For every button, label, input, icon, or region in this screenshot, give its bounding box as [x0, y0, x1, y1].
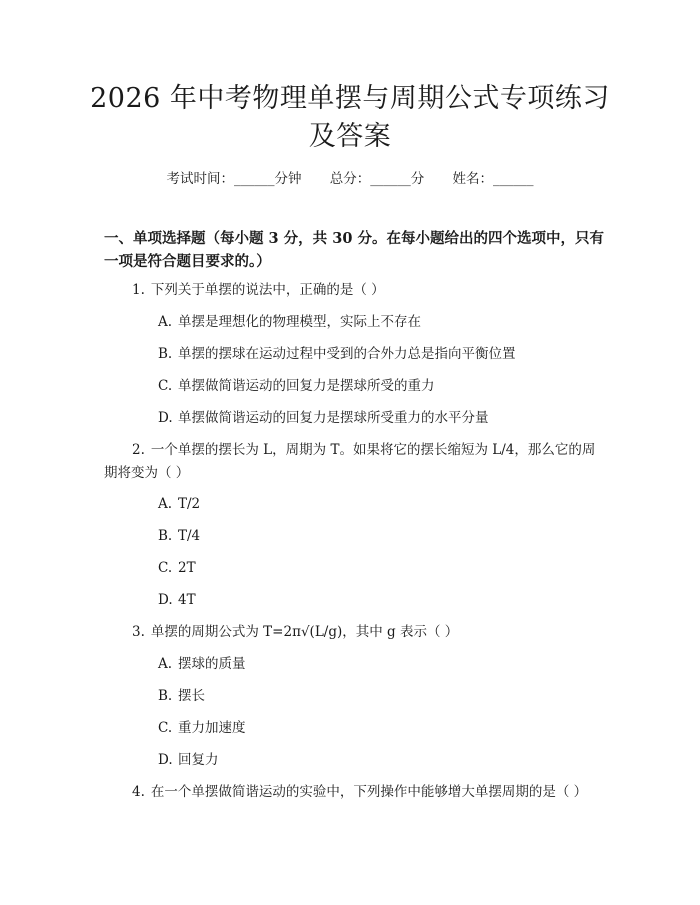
option-letter: D. [158, 752, 173, 768]
question-2 [104, 439, 600, 485]
question-3 [104, 621, 600, 644]
option-text: 摆球的质量 [178, 656, 246, 672]
option-letter: C. [158, 720, 173, 736]
question-number: 3. [132, 624, 145, 640]
question-text: 单摆的周期公式为 T=2π√(L/g)，其中 g 表示（ ） [150, 624, 459, 640]
option-text: T/2 [178, 496, 201, 512]
question-2-option-b [158, 525, 598, 548]
option-letter: D. [158, 592, 173, 608]
option-letter: C. [158, 560, 173, 576]
page-title: 2026 年中考物理单摆与周期公式专项练习及答案 [90, 83, 610, 152]
option-text: 回复力 [178, 752, 219, 768]
option-letter: A. [158, 496, 173, 512]
exam-info-line [0, 167, 700, 187]
option-text: 单摆的摆球在运动过程中受到的合外力总是指向平衡位置 [178, 346, 516, 362]
option-text: T/4 [178, 528, 201, 544]
question-1-option-b [158, 343, 598, 366]
question-1-option-d [158, 407, 598, 430]
option-letter: A. [158, 314, 173, 330]
question-text: 在一个单摆做简谐运动的实验中，下列操作中能够增大单摆周期的是（ ） [150, 784, 588, 800]
option-text: 单摆做简谐运动的回复力是摆球所受重力的水平分量 [178, 410, 489, 426]
question-1-option-c [158, 375, 598, 398]
question-text: 下列关于单摆的说法中，正确的是（ ） [150, 282, 385, 298]
option-text: 2T [178, 560, 196, 576]
question-2-option-a [158, 493, 598, 516]
option-text: 单摆做简谐运动的回复力是摆球所受的重力 [178, 378, 435, 394]
name-field: 姓名：______ [452, 171, 534, 187]
exam-time-field: 考试时间：______分钟 [166, 171, 302, 187]
question-1 [104, 279, 600, 302]
option-text: 单摆是理想化的物理模型，实际上不存在 [178, 314, 421, 330]
question-3-option-b [158, 685, 598, 708]
option-text: 4T [178, 592, 196, 608]
option-letter: C. [158, 378, 173, 394]
question-number: 2. [132, 442, 145, 458]
question-3-option-d [158, 749, 598, 772]
question-2-option-c [158, 557, 598, 580]
option-text: 摆长 [178, 688, 205, 704]
question-2-option-d [158, 589, 598, 612]
question-1-option-a [158, 311, 598, 334]
option-letter: A. [158, 656, 173, 672]
question-number: 1. [132, 282, 145, 298]
question-number: 4. [132, 784, 145, 800]
total-score-field: 总分：______分 [329, 171, 425, 187]
option-letter: D. [158, 410, 173, 426]
option-letter: B. [158, 688, 173, 704]
option-letter: B. [158, 346, 173, 362]
section-heading: 一、单项选择题（每小题 3 分，共 30 分。在每小题给出的四个选项中，只有一项是符合题目要求的。） [104, 230, 604, 270]
question-text: 一个单摆的摆长为 L，周期为 T。如果将它的摆长缩短为 L/4，那么它的周期将变为（ ） [104, 442, 596, 481]
option-letter: B. [158, 528, 173, 544]
question-3-option-a [158, 653, 598, 676]
question-4 [104, 781, 600, 804]
question-3-option-c [158, 717, 598, 740]
option-text: 重力加速度 [178, 720, 246, 736]
